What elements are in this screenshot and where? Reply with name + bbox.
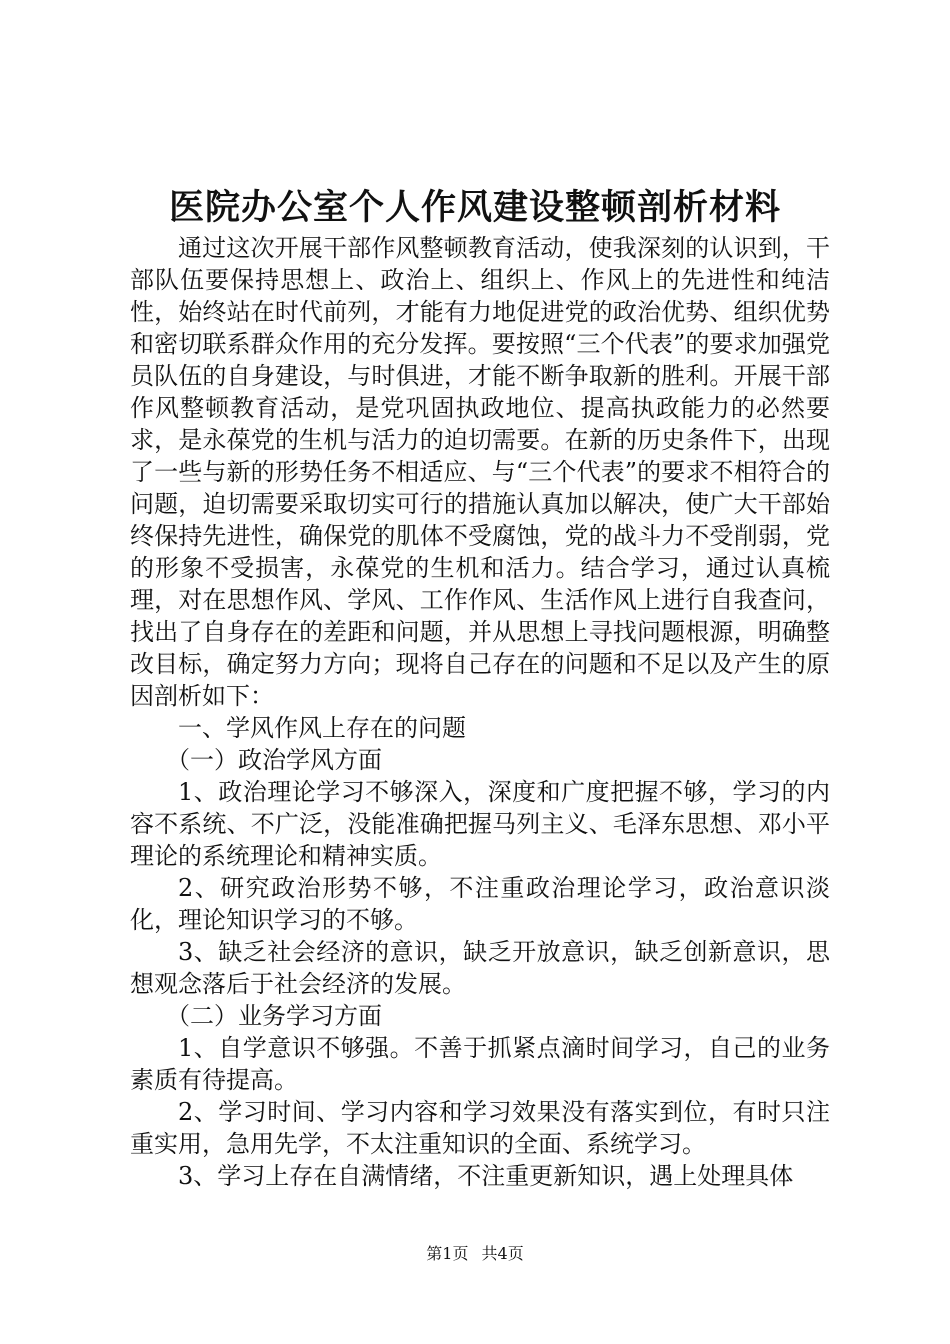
list-item: 1、自学意识不够强。不善于抓紧点滴时间学习，自己的业务素质有待提高。 xyxy=(130,1034,830,1094)
list-item: 1、政治理论学习不够深入，深度和广度把握不够，学习的内容不系统、不广泛，没能准确把握马列主义、毛泽东思想、邓小平理论的系统理论和精神实质。 xyxy=(130,778,830,870)
list-item: 3、缺乏社会经济的意识，缺乏开放意识，缺乏创新意识，思想观念落后于社会经济的发展。 xyxy=(130,938,830,998)
page-number: 第1页 xyxy=(426,1244,469,1263)
subsection-heading-political: （一）政治学风方面 xyxy=(166,746,382,774)
subsection-heading-business: （二）业务学习方面 xyxy=(166,1002,382,1030)
document-body xyxy=(130,232,830,1192)
list-item: 2、学习时间、学习内容和学习效果没有落实到位，有时只注重实用，急用先学，不太注重知识的全面、系统学习。 xyxy=(130,1098,830,1158)
document-title: 医院办公室个人作风建设整顿剖析材料 xyxy=(168,187,781,228)
page-total: 共4页 xyxy=(481,1244,524,1263)
page-footer xyxy=(0,1243,950,1265)
intro-paragraph: 通过这次开展干部作风整顿教育活动，使我深刻的认识到，干部队伍要保持思想上、政治上、组织上、作风上的先进性和纯洁性，始终站在时代前列，才能有力地促进党的政治优势、组织优势和密切联系群众作用的充分发挥。要按照“三个代表”的要求加强党员队伍的自身建设，与时俱进，才能不断争取新的胜利。开展干部作风整顿教育活动，是党巩固执政地位、提高执政能力的必然要求，是永葆党的生机与活力的迫切需要。在新的历史条件下，出现了一些与新的形势任务不相适应、与“三个代表”的要求不相符合的问题，迫切需要采取切实可行的措施认真加以解决，使广大干部始终保持先进性，确保党的肌体不受腐蚀，党的战斗力不受削弱，党的形象不受损害，永葆党的生机和活力。结合学习，通过认真梳理，对在思想作风、学风、工作作风、生活作风上进行自我查问，找出了自身存在的差距和问题，并从思想上寻找问题根源，明确整改目标，确定努力方向；现将自己存在的问题和不足以及产生的原因剖析如下： xyxy=(130,234,830,710)
list-item: 2、研究政治形势不够，不注重政治理论学习，政治意识淡化，理论知识学习的不够。 xyxy=(130,874,830,934)
list-item: 3、学习上存在自满情绪，不注重更新知识，遇上处理具体 xyxy=(178,1162,794,1190)
section-heading: 一、学风作风上存在的问题 xyxy=(178,714,466,742)
